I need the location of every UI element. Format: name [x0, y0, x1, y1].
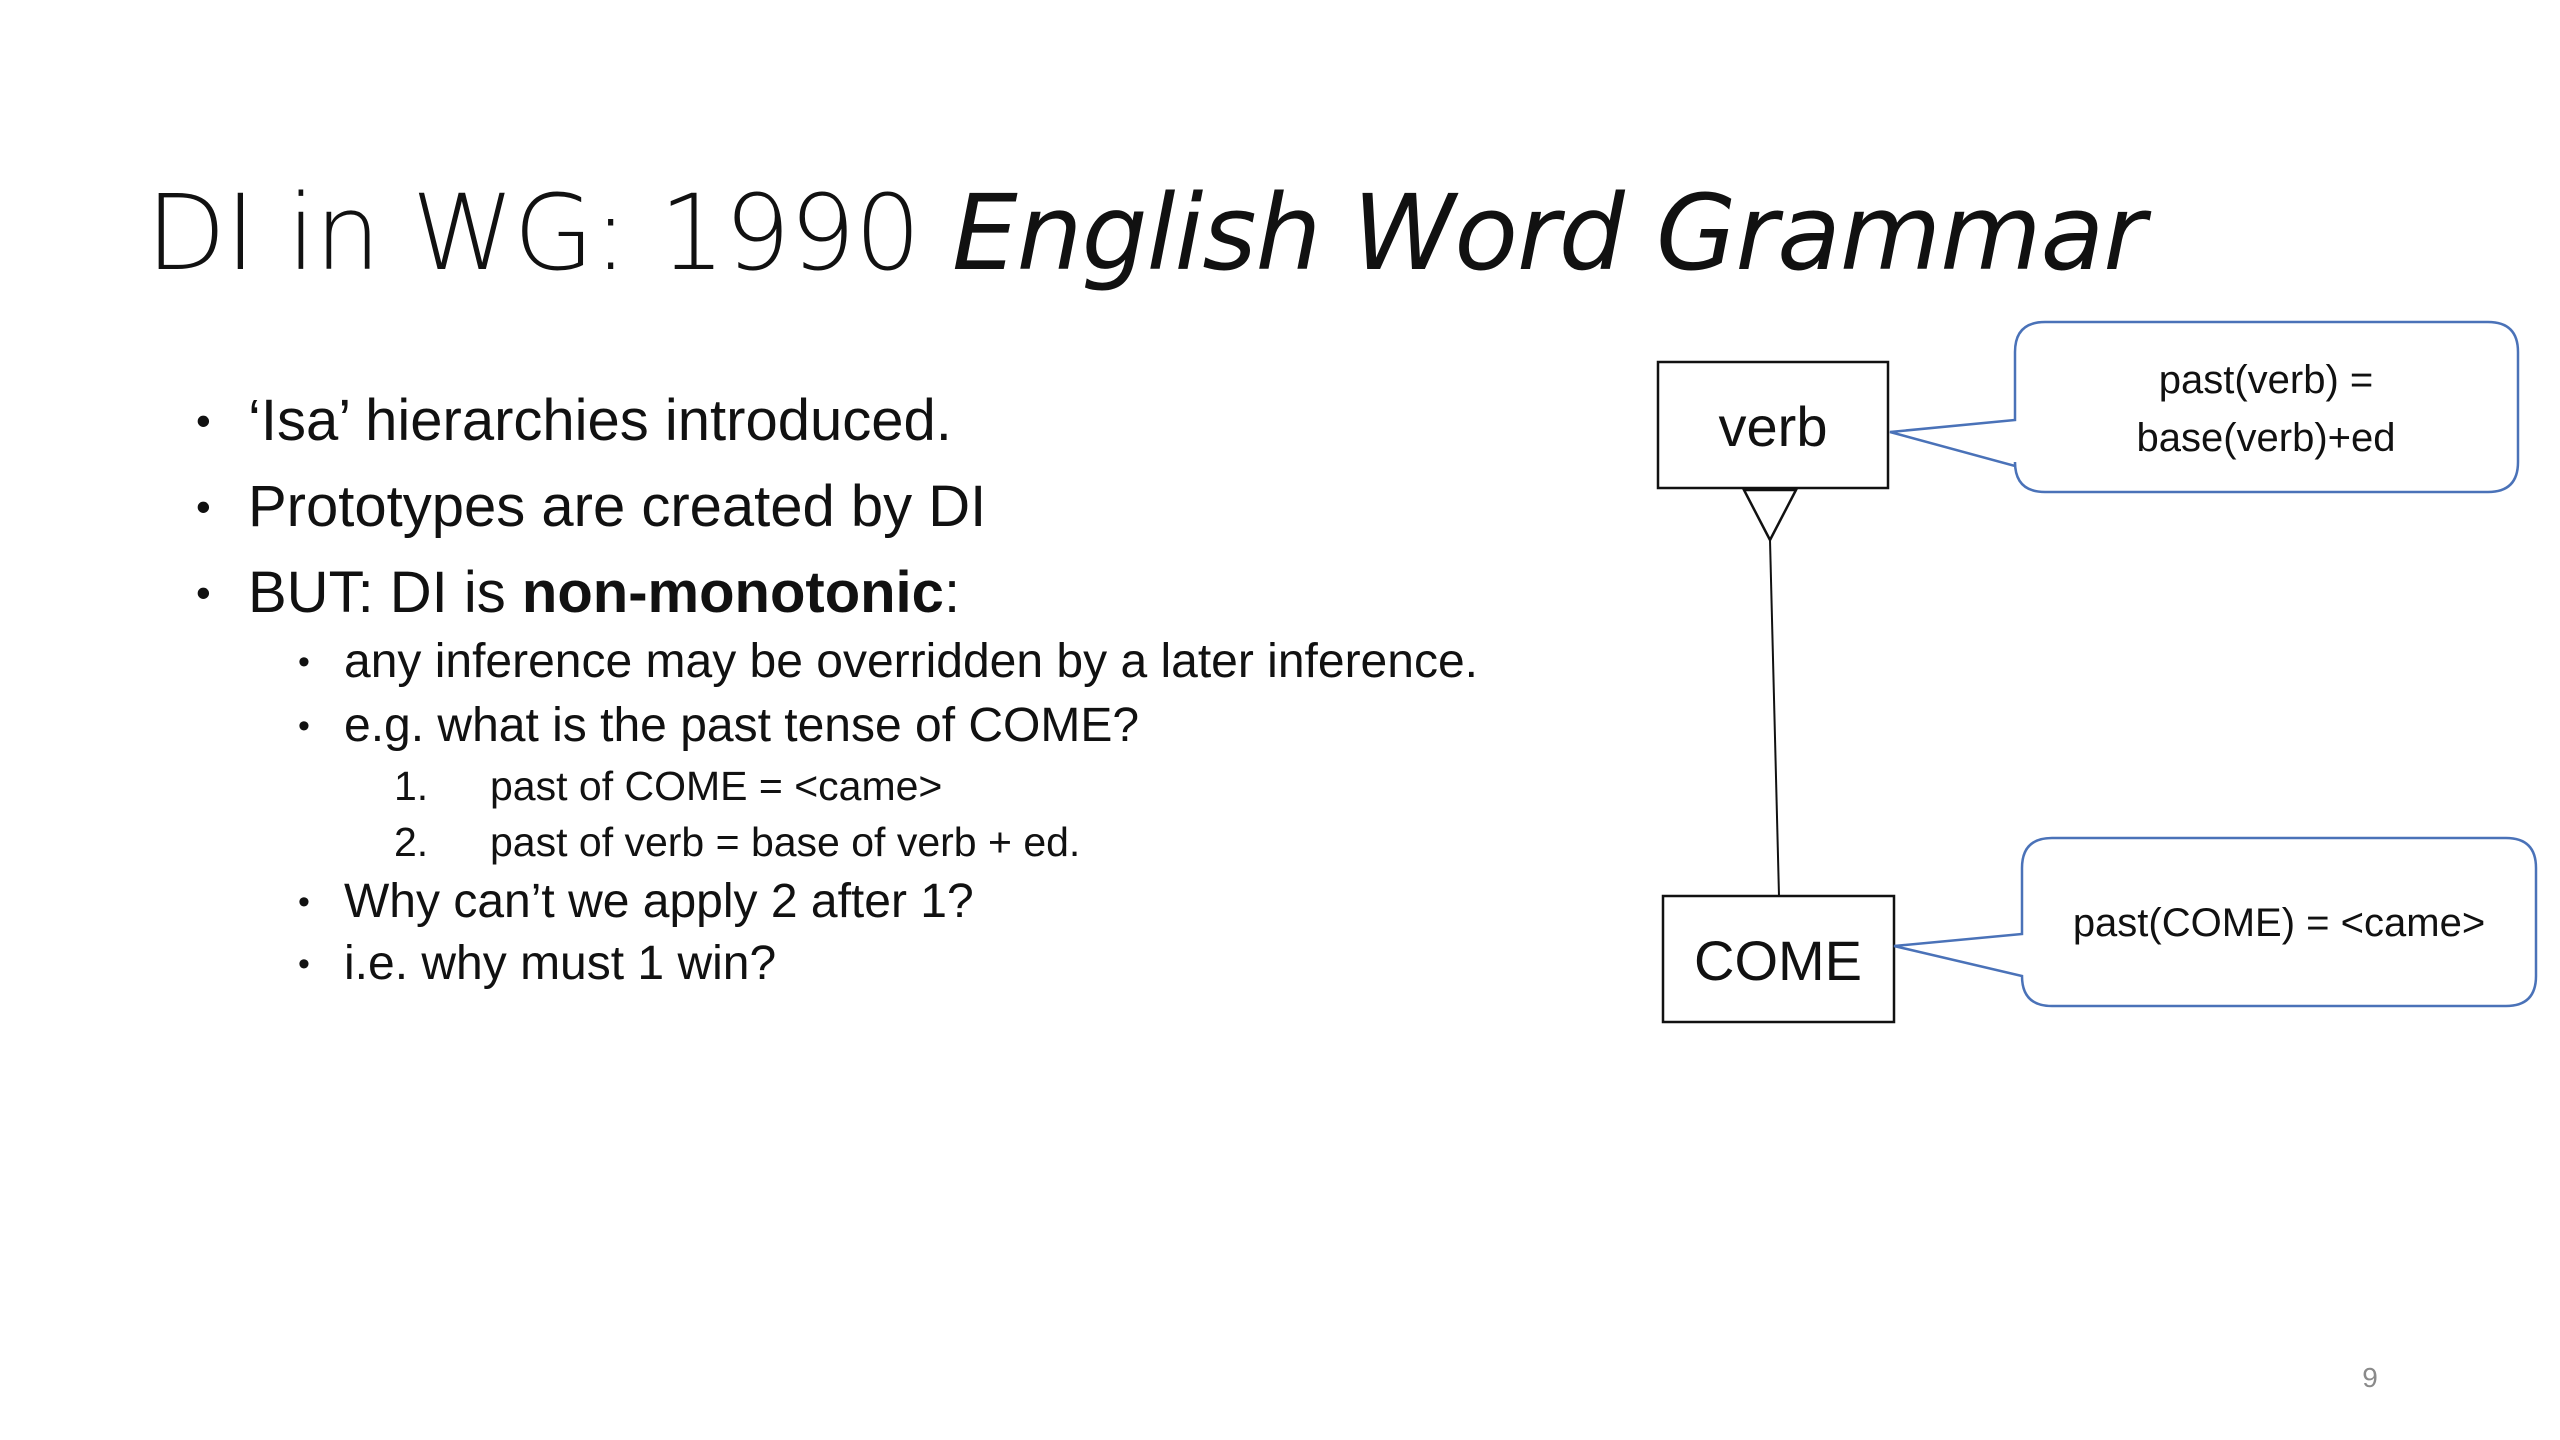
- subbullet-text: any inference may be overridden by a later inference.: [344, 635, 1478, 688]
- bullet-dot-icon: •: [196, 397, 211, 444]
- bullet-text-prefix: BUT: DI is: [248, 560, 522, 625]
- subbullet-text: i.e. why must 1 win?: [344, 937, 777, 990]
- bullet-text-bold: non-monotonic: [521, 560, 944, 625]
- subbullet-text: Why can’t we apply 2 after 1?: [344, 875, 974, 928]
- numbered-item-text: past of COME = <came>: [490, 763, 943, 809]
- subbullet-text: e.g. what is the past tense of COME?: [344, 699, 1140, 752]
- slide-title-italic: English Word Grammar: [951, 172, 2145, 294]
- bullet-text-suffix: :: [943, 560, 961, 625]
- bullet-dot-icon: •: [196, 569, 211, 616]
- bullet-text: Prototypes are created by DI: [248, 474, 987, 539]
- isa-link-line: [1770, 540, 1779, 896]
- bullet-dot-icon: •: [298, 643, 310, 681]
- callout-verb-rule: [1890, 322, 2518, 492]
- bullet-dot-icon: •: [298, 883, 310, 921]
- numbered-item-text: past of verb = base of verb + ed.: [490, 819, 1081, 865]
- numbered-item-number: 2.: [394, 819, 429, 865]
- callout-come-text: past(COME) = <came>: [2072, 901, 2486, 945]
- bullet-text: ‘Isa’ hierarchies introduced.: [248, 388, 952, 453]
- page-number: 9: [2362, 1362, 2378, 1393]
- verb-box-label: verb: [1718, 395, 1828, 458]
- bullet-dot-icon: •: [298, 707, 310, 745]
- come-box-label: COME: [1694, 929, 1862, 992]
- callout-verb-line1: past(verb) =: [2158, 358, 2374, 402]
- bullet-dot-icon: •: [196, 483, 211, 530]
- isa-triangle-icon: [1744, 490, 1796, 540]
- bullet-dot-icon: •: [298, 945, 310, 983]
- numbered-item-number: 1.: [394, 763, 429, 809]
- slide-title-plain: DI in WG: 1990: [146, 172, 952, 294]
- callout-verb-line2: base(verb)+ed: [2136, 416, 2396, 460]
